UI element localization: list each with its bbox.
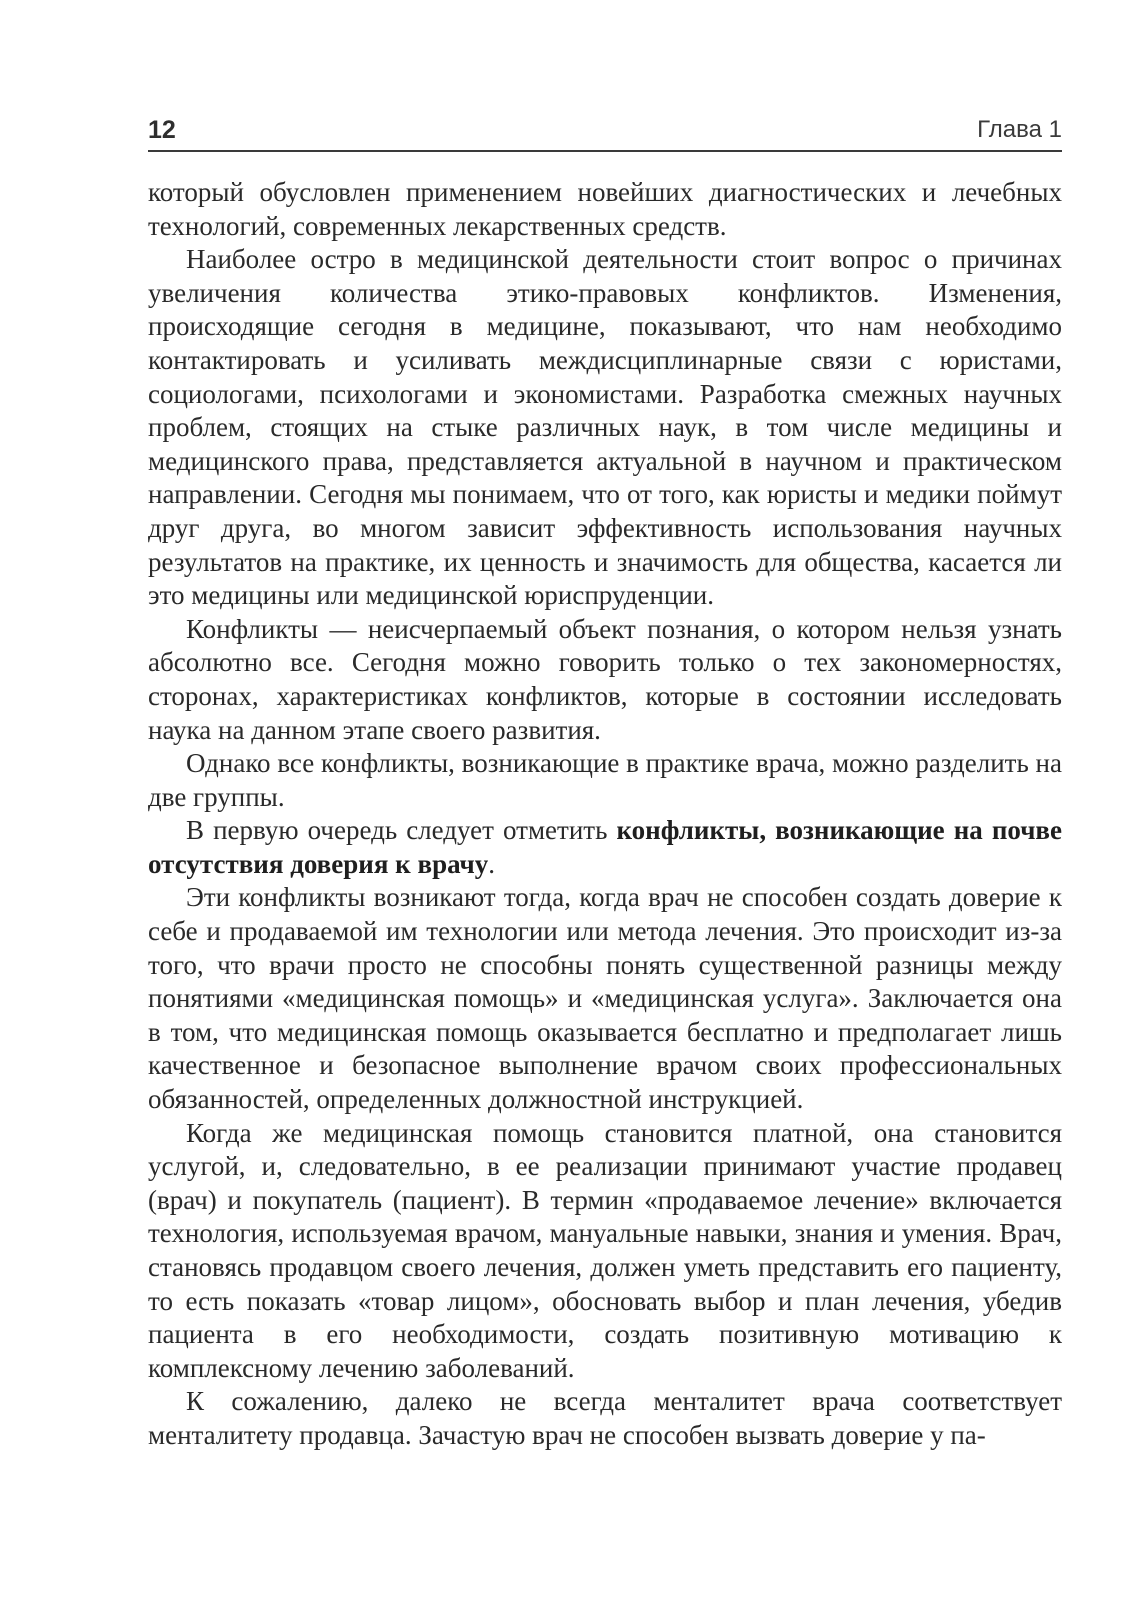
body-text <box>148 176 1062 1453</box>
chapter-label: Глава 1 <box>977 116 1062 143</box>
paragraph: Однако все конфликты, возникающие в практике врача, можно разделить на две группы. <box>148 748 1062 812</box>
paragraph-with-emphasis <box>148 814 1062 881</box>
paragraph-continuation: который обусловлен применением новейших диагностических и лечебных технологий, современных лекарственных средств. <box>148 177 1062 241</box>
page-number: 12 <box>148 116 176 144</box>
running-head <box>148 112 1062 152</box>
paragraph: Эти конфликты возникают тогда, когда врач не способен создать доверие к себе и продаваемой им технологии или метода лечения. Это происходит из-за того, что врачи просто не способны понять существенной разницы между понятиями «медицинская помощь» и «медицинская услуга». Заключается она в том, что медицинская помощь оказывается бесплатно и предполагает лишь качественное и безопасное выполнение врачом своих профессиональных обязанностей, определенных должностной инструкцией. <box>148 882 1062 1115</box>
paragraph: Когда же медицинская помощь становится платной, она становится услугой, и, следовательно, в ее реализации принимают участие продавец (врач) и покупатель (пациент). В термин «продаваемое лечение» включается технология, используемая врачом, мануальные навыки, знания и умения. Врач, становясь продавцом своего лечения, должен уметь представить его пациенту, то есть показать «товар лицом», обосновать выбор и план лечения, убедив пациента в его необходимости, создать позитивную мотивацию к комплексному лечению заболеваний. <box>148 1117 1062 1383</box>
paragraph: Конфликты — неисчерпаемый объект познания, о котором нельзя узнать абсолютно все. Сегодня можно говорить только о тех закономерностях, сторонах, характеристиках конфликтов, которые в состоянии исследовать наука на данном этапе своего развития. <box>148 613 1062 745</box>
emphasis-term: конфликты, возникающие на почве отсутствия доверия к врачу <box>148 815 1062 879</box>
paragraph: К сожалению, далеко не всегда менталитет врача соответствует менталитету продавца. Зачастую врач не способен вызвать доверие у па- <box>148 1386 1062 1450</box>
paragraph-tail-text: . <box>488 848 495 879</box>
paragraph: Наиболее остро в медицинской деятельности стоит вопрос о причинах увеличения количества этико-правовых конфликтов. Изменения, происходящие сегодня в медицине, показывают, что нам необходимо контактировать и усиливать междисциплинарные связи с юристами, социологами, психологами и экономистами. Разработка смежных научных проблем, стоящих на стыке различных наук, в том числе медицины и медицинского права, представляется актуальной в научном и практическом направлении. Сегодня мы понимаем, что от того, как юристы и медики поймут друг друга, во многом зависит эффективность использования научных результатов на практике, их ценность и значимость для общества, касается ли это медицины или медицинской юриспруденции. <box>148 244 1062 611</box>
paragraph-lead-text: В первую очередь следует отметить <box>186 815 617 846</box>
